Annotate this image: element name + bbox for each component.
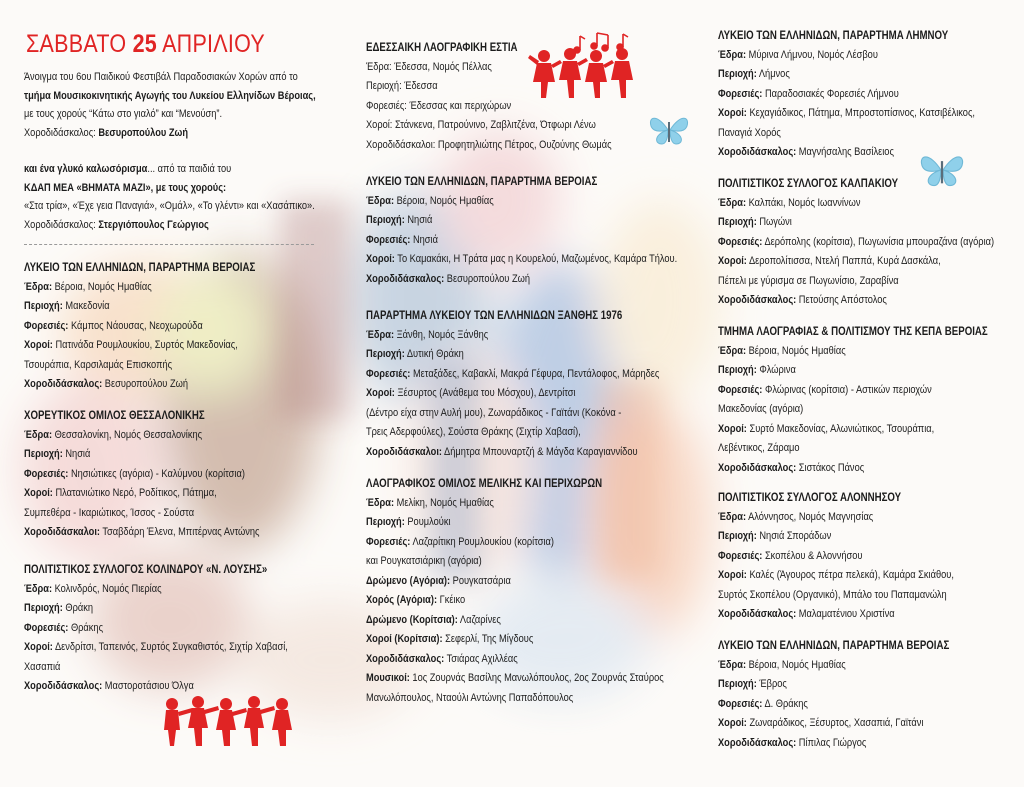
field-label: Χοροδιδάσκαλος: [718, 461, 797, 474]
field-label: Χοροί: [718, 255, 747, 267]
field-value: και Ρουγκατσιάρικη (αγόρια) [366, 555, 482, 567]
group-name: ΠΑΡΑΡΤΗΜΑ ΛΥΚΕΙΟΥ ΤΩΝ ΕΛΛΗΝΙΔΩΝ ΞΑΝΘΗΣ 1976 [366, 308, 623, 322]
field-label: Έδρα: [24, 582, 53, 595]
title-month: ΑΠΡΙΛΙΟΥ [162, 30, 266, 58]
field-value: Κολινδρός, Νομός Πιερίας [54, 582, 162, 595]
field-value: Νησιά [407, 214, 433, 226]
group-name: ΛΥΚΕΙΟ ΤΩΝ ΕΛΛΗΝΙΔΩΝ, ΠΑΡΑΡΤΗΜΑ ΒΕΡΟΙΑΣ [718, 638, 950, 652]
field-label: Χοροδιδάσκαλος: [366, 272, 445, 285]
field-label: Έδρα: [718, 48, 747, 61]
field-label: Χοροδιδάσκαλος: [24, 378, 103, 390]
intro-text: «Στα τρία», «Έχε γεια Παναγιά», «Ομάλ», «Το γλέντι» και «Χασάπικο». [24, 200, 315, 212]
intro-greeting [24, 160, 270, 179]
field-value: Βέροια, Νομός Ημαθίας [748, 658, 846, 671]
intro-text: ΚΔΑΠ ΜΕΑ «ΒΗΜΑΤΑ ΜΑΖΙ», με τους χορούς: [24, 181, 227, 194]
field-label: Περιοχή: [718, 678, 757, 690]
field-label: Χοροί: [718, 107, 747, 119]
field-value: Μανωλόπουλος, Νταούλι Αντώνης Παπαδόπουλος [366, 691, 574, 704]
field-value: Ζωναράδικος, Ξέσυρτος, Χασαπιά, Γαϊτάνι [749, 717, 924, 729]
field-label: Έδρα: [718, 196, 747, 209]
field-label: Χοροδιδάσκαλος: [366, 652, 445, 665]
group-name: ΛΥΚΕΙΟ ΤΩΝ ΕΛΛΗΝΙΔΩΝ, ΠΑΡΑΡΤΗΜΑ ΒΕΡΟΙΑΣ [366, 174, 598, 188]
title-prefix: ΣΑΒΒΑΤΟ [26, 30, 127, 58]
group-name: ΛΑΟΓΡΑΦΙΚΟΣ ΟΜΙΛΟΣ ΜΕΛΙΚΗΣ ΚΑΙ ΠΕΡΙΧΩΡΩΝ [366, 476, 603, 490]
dancing-children-circle-icon [158, 690, 298, 750]
field-value: Συρτό Μακεδονίας, Αλωνιώτικος, Τσουράπια, [749, 422, 935, 435]
field-value: Ξάνθη, Νομός Ξάνθης [396, 328, 489, 341]
group-name: ΛΥΚΕΙΟ ΤΩΝ ΕΛΛΗΝΙΔΩΝ, ΠΑΡΑΡΤΗΜΑ ΒΕΡΟΙΑΣ [24, 260, 256, 274]
intro-text: τμήμα Μουσικοκινητικής Αγωγής του Λυκείου Ελληνίδων Βέροιας, [24, 89, 316, 102]
group-name: ΤΜΗΜΑ ΛΑΟΓΡΑΦΙΑΣ & ΠΟΛΙΤΙΣΜΟΥ ΤΗΣ ΚΕΠΑ ΒΕΡΟΙΑΣ [718, 324, 988, 338]
field-label: Χοροί (Κορίτσια): [366, 633, 443, 645]
field-value: Νησιά Σποράδων [759, 530, 832, 542]
field-value: Φλώρινα [759, 364, 796, 376]
field-label: Περιοχή: [24, 448, 63, 460]
field-label: Χοροδιδάσκαλοι: [366, 445, 442, 458]
field-value: Δήμητρα Μπουναρτζή & Μάγδα Καραγιαννίδου [444, 445, 638, 458]
intro-text: Άνοιγμα του 6ου Παιδικού Φεστιβάλ Παραδοσιακών Χορών από το [24, 71, 298, 83]
field-value: Θράκη [65, 602, 93, 614]
field-label: Φορεσιές: [24, 319, 69, 332]
field-value: Τσαβδάρη Έλενα, Μπιτέρνας Αντώνης [102, 526, 260, 538]
field-value: Πατινάδα Ρουμλουκίου, Συρτός Μακεδονίας, [55, 339, 238, 351]
group-card [718, 26, 1018, 163]
field-value: Αλόννησος, Νομός Μαγνησίας [748, 510, 874, 523]
field-value: Τσουράπια, Καρσιλαμάς Επισκοπής [24, 358, 173, 371]
field-value: Μεταξάδες, Καβακλί, Μακρά Γέφυρα, Πεντάλοφος, Μάρηδες [412, 367, 660, 380]
field-value: Πετούσης Απόστολος [798, 294, 887, 306]
field-label: Χοροί: [366, 119, 393, 131]
field-label: Έδρα: [718, 658, 747, 671]
field-value: Παραδοσιακές Φορεσιές Λήμνου [764, 87, 899, 100]
field-label: Περιοχή: [366, 348, 405, 360]
field-label: Χοροί: [718, 717, 747, 729]
field-value: Δυτική Θράκη [406, 348, 464, 360]
field-value: Έβρος [759, 678, 787, 690]
page-title [26, 30, 265, 59]
field-label: Φορεσιές: [718, 87, 763, 100]
field-label: Έδρα: [24, 280, 53, 293]
field-value: Θράκης [70, 621, 104, 634]
field-value: Τσιάρας Αχιλλέας [446, 652, 518, 665]
field-value: Βέροια, Νομός Ημαθίας [396, 194, 494, 207]
field-value: Δερόπολης (κορίτσια), Πωγωνίσια μπουραζάνα (αγόρια) [764, 235, 995, 248]
field-label: Χοροδιδάσκαλος: [718, 608, 797, 620]
field-value: Λήμνος [758, 68, 790, 80]
field-value: Νησιά [412, 233, 438, 246]
field-value: Μακεδονία [65, 300, 110, 312]
field-value: Βέροια, Νομός Ημαθίας [748, 344, 846, 357]
field-value: Γκέικο [439, 594, 466, 606]
teacher-label: Χοροδιδάσκαλος: [24, 218, 96, 231]
field-label: Φορεσιές: [718, 383, 763, 396]
field-label: Χοροί: [718, 422, 747, 435]
group-card [366, 474, 686, 708]
field-value: Κάμπος Νάουσας, Νεοχωρούδα [70, 319, 203, 332]
field-label: Χορός (Αγόρια): [366, 594, 438, 606]
field-value: Μελίκη, Νομός Ημαθίας [396, 496, 494, 509]
field-label: Χοροί: [718, 569, 747, 581]
intro-teacher [24, 216, 270, 235]
field-value: Ρουμλούκι [407, 516, 451, 528]
field-label: Φορεσιές: [366, 367, 411, 380]
field-label: Φορεσιές: [718, 549, 763, 562]
field-label: Έδρα: [718, 510, 747, 523]
field-label: Χοροί: [24, 339, 53, 351]
field-label: Περιοχή: [366, 516, 405, 528]
field-label: Περιοχή: [718, 216, 757, 228]
field-value: Κεχαγιάδικος, Πάτημα, Μπροστοπίσινος, Κατσιβέλικος, [749, 107, 975, 119]
field-value: Πωγώνι [759, 216, 792, 228]
field-label: Φορεσιές: [718, 697, 763, 710]
field-value: Δ. Θράκης [764, 697, 808, 710]
field-value: Συμπεθέρα - Ικαριώτικος, Ίσσος - Σούστα [24, 506, 195, 519]
field-label: Φορεσιές: [24, 621, 69, 634]
field-value: (Δέντρο είχα στην Αυλή μου), Ζωναράδικος - Γαϊτάνι (Κοκόνα - [366, 406, 622, 419]
field-label: Χοροδιδάσκαλος: [24, 680, 103, 692]
group-name: ΛΥΚΕΙΟ ΤΩΝ ΕΛΛΗΝΙΔΩΝ, ΠΑΡΑΡΤΗΜΑ ΛΗΜΝΟΥ [718, 28, 949, 42]
field-value: Έδεσσας και περιχώρων [409, 99, 512, 112]
field-label: Έδρα: [366, 60, 392, 73]
field-value: Έδεσσα [404, 80, 438, 92]
field-label: Δρώμενο (Κορίτσια): [366, 613, 458, 626]
field-value: Πίπιλας Γιώργος [798, 736, 867, 749]
field-value: Συρτός Σκοπέλου (Οργανικό), Μπάλο του Παπαμανώλη [718, 588, 947, 601]
group-name: ΧΟΡΕΥΤΙΚΟΣ ΟΜΙΛΟΣ ΘΕΣΣΑΛΟΝΙΚΗΣ [24, 408, 205, 422]
field-label: Φορεσιές: [718, 235, 763, 248]
intro-text: με τους χορούς “Κάτω στο γιαλό” και “Μενούση”. [24, 108, 223, 120]
field-value: Έδεσσα, Νομός Πέλλας [394, 60, 492, 73]
field-value: Μαλαματένιου Χριστίνα [798, 608, 895, 620]
field-label: Μουσικοί: [366, 672, 410, 684]
group-card [24, 258, 324, 395]
field-value: Μαστοροτάσιου Όλγα [104, 680, 194, 692]
field-label: Έδρα: [24, 428, 53, 441]
group-name: ΠΟΛΙΤΙΣΤΙΚΟΣ ΣΥΛΛΟΓΟΣ ΑΛΟΝΝΗΣΟΥ [718, 490, 902, 504]
field-value: Σκοπέλου & Αλοννήσου [764, 549, 863, 562]
field-value: Βεσυροπούλου Ζωή [104, 378, 188, 390]
group-name: ΠΟΛΙΤΙΣΤΙΚΟΣ ΣΥΛΛΟΓΟΣ ΚΟΛΙΝΔΡΟΥ «Ν. ΛΟΥΣΗΣ» [24, 562, 268, 576]
field-value: Ρουγκατσάρια [452, 574, 511, 587]
field-label: Χοροδιδάσκαλος: [718, 146, 797, 158]
dotted-divider [24, 244, 314, 245]
field-value: Μαγνήσαλης Βασίλειος [798, 146, 894, 158]
field-label: Περιοχή: [718, 68, 757, 80]
field-label: Χοροδιδάσκαλοι: [24, 526, 100, 538]
field-value: Πλατανιώτικο Νερό, Ροδίτικος, Πάτημα, [55, 487, 217, 499]
field-value: Φλώρινας (κορίτσια) - Αστικών περιοχών [764, 383, 932, 396]
field-value: Προφητηλιώτης Πέτρος, Ουζούνης Θωμάς [437, 138, 612, 151]
field-label: Φορεσιές: [366, 99, 407, 112]
intro-teacher [24, 124, 270, 143]
field-value: 1ος Ζουρνάς Βασίλης Μανωλόπουλος, 2ος Ζουρνάς Σταύρος [412, 672, 664, 684]
teacher-label: Χοροδιδάσκαλος: [24, 126, 96, 139]
group-card [718, 174, 1018, 311]
field-label: Περιοχή: [366, 80, 402, 92]
field-value: Νησιώτικες (αγόρια) - Καλύμνου (κορίτσια) [70, 467, 245, 480]
group-name: ΕΔΕΣΣΑΙΚΗ ΛΑΟΓΡΑΦΙΚΗ ΕΣΤΙΑ [366, 40, 518, 54]
field-value: Σιστάκος Πάνος [798, 461, 865, 474]
field-value: Καλπάκι, Νομός Ιωαννίνων [748, 196, 861, 209]
field-label: Περιοχή: [718, 530, 757, 542]
field-label: Χοροί: [24, 487, 53, 499]
field-value: Δεροπολίτισσα, Ντελή Παππά, Κυρά Δασκάλα, [748, 255, 941, 267]
field-value: Βέροια, Νομός Ημαθίας [54, 280, 152, 293]
field-label: Περιοχή: [718, 364, 757, 376]
field-label: Έδρα: [366, 194, 395, 207]
field-label: Έδρα: [366, 496, 395, 509]
field-value: Σεφερλί, Της Μίγδους [445, 633, 534, 645]
field-label: Περιοχή: [366, 214, 405, 226]
field-label: Δρώμενο (Αγόρια): [366, 574, 451, 587]
field-label: Χοροδιδάσκαλος: [718, 736, 797, 749]
field-label: Περιοχή: [24, 300, 63, 312]
group-card [366, 306, 686, 462]
group-card [24, 406, 324, 543]
field-value: Μακεδονίας (αγόρια) [718, 403, 804, 415]
field-label: Χοροί: [366, 387, 395, 399]
greeting-rest: ... από τα παιδιά του [147, 163, 232, 175]
field-value: Λεβέντικος, Ζάραμο [718, 442, 800, 454]
field-value: Βεσυροπούλου Ζωή [446, 272, 530, 285]
teacher-name: Στεργιόπουλος Γεώργιος [98, 218, 209, 231]
field-label: Φορεσιές: [366, 535, 411, 548]
field-label: Περιοχή: [24, 602, 63, 614]
field-value: Στάνκενα, Πατρούνινο, Ζαβλιτζένα, Ότφωρι Λένω [394, 119, 596, 131]
teacher-name: Βεσυροπούλου Ζωή [98, 126, 188, 139]
greeting-bold: και ένα γλυκό καλωσόρισμα [24, 163, 148, 175]
field-value: Δενδρίτσι, Ταπεινός, Συρτός Συγκαθιστός, Σιχτίρ Χαβασί, [54, 641, 288, 653]
field-value: Χασαπιά [24, 660, 61, 673]
field-label: Χοροί: [24, 641, 53, 653]
field-value: Πέπελι με γύρισμα σε Πωγωνίσιο, Ζαραβίνα [718, 274, 899, 287]
field-value: Ξέσυρτος (Ανάθεμα του Μόσχου), Δεντρίτσι [397, 387, 576, 399]
field-label: Φορεσιές: [366, 233, 411, 246]
field-label: Έδρα: [366, 328, 395, 341]
group-name: ΠΟΛΙΤΙΣΤΙΚΟΣ ΣΥΛΛΟΓΟΣ ΚΑΛΠΑΚΙΟΥ [718, 176, 899, 190]
group-card [366, 172, 686, 289]
field-value: Λαζαρίτικη Ρουμλουκίου (κορίτσια) [412, 535, 554, 548]
field-value: Μύρινα Λήμνου, Νομός Λέσβου [748, 48, 878, 61]
group-card [24, 560, 324, 697]
field-value: Νησιά [65, 448, 91, 460]
group-card [718, 322, 1018, 478]
field-value: Το Καμακάκι, Η Τράτα μας η Κουρελού, Μαζωμένος, Καμάρα Τήλου. [397, 253, 678, 265]
field-value: Λαζαρίνες [459, 613, 501, 626]
field-value: Θεσσαλονίκη, Νομός Θεσσαλονίκης [54, 428, 203, 441]
field-label: Έδρα: [718, 344, 747, 357]
field-label: Χοροδιδάσκαλοι: [366, 138, 436, 151]
field-value: Παναγιά Χορός [718, 126, 781, 139]
field-value: Καλές (Άγουρος πέτρα πελεκά), Καμάρα Σκιάθου, [749, 569, 954, 581]
field-value: Τρεις Αδερφούλες), Σούστα Θράκης (Σιχτίρ Χαβασί), [366, 426, 581, 438]
field-label: Χοροί: [366, 253, 395, 265]
field-label: Χοροδιδάσκαλος: [718, 294, 797, 306]
intro-section [24, 68, 324, 234]
field-label: Φορεσιές: [24, 467, 69, 480]
group-card [718, 636, 1018, 753]
group-card [718, 488, 1018, 625]
group-card [366, 38, 686, 155]
title-day: 25 [132, 30, 158, 58]
